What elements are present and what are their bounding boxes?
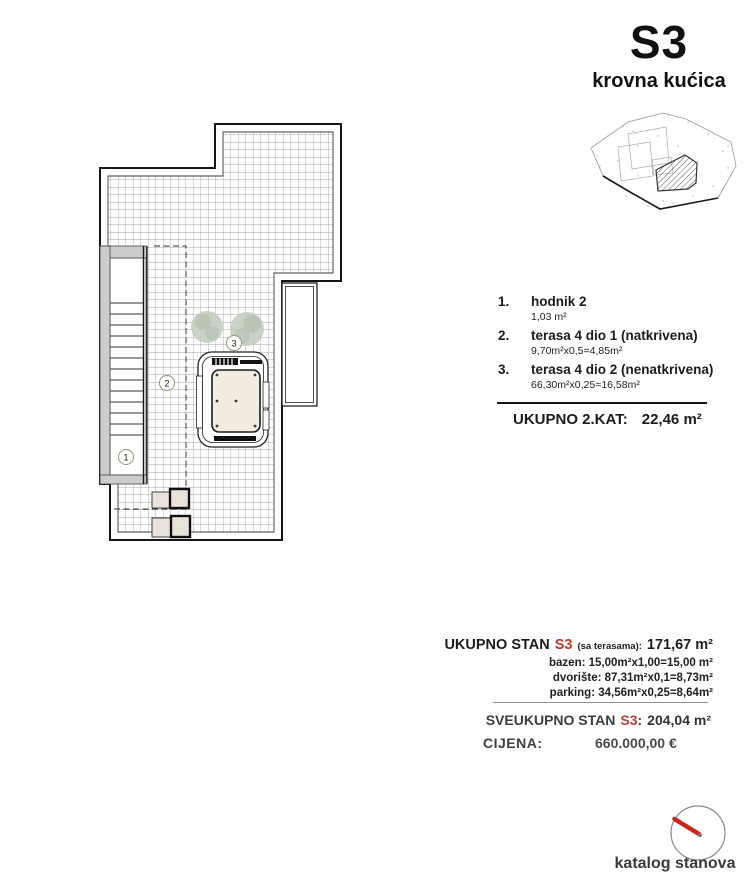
grand-total-value: 204,04 m²: [647, 712, 711, 728]
svg-text:3: 3: [231, 338, 237, 349]
svg-text:2: 2: [164, 378, 170, 389]
catalog-label: katalog stanova: [614, 855, 736, 872]
title-block: [575, 16, 743, 93]
room-label-2: [160, 376, 175, 391]
price-label: CIJENA:: [483, 735, 543, 751]
grand-total-row: [486, 712, 711, 728]
room-label-1: [119, 450, 134, 465]
extra-area-parking: parking: 34,56m²x0,25=8,64m²: [549, 687, 713, 699]
unit-title: S3: [629, 16, 689, 68]
room-list-item: [498, 328, 738, 358]
room-name: hodnik 2: [531, 294, 587, 309]
stairwell: [100, 246, 147, 484]
grand-total-sep: :: [637, 712, 643, 728]
unit-subtitle: krovna kućica: [592, 70, 726, 92]
unit-total-unit: S3: [554, 637, 573, 653]
room-name: terasa 4 dio 2 (nenatkrivena): [531, 362, 714, 377]
svg-text:1: 1: [123, 452, 129, 463]
extra-area-dvoriste: dvorište: 87,31m²x0,1=8,73m²: [552, 672, 713, 684]
highlighted-building: [656, 155, 697, 191]
room-label-3: [227, 336, 242, 351]
room-list-item: [498, 362, 738, 392]
room-name: terasa 4 dio 1 (natkrivena): [531, 328, 698, 343]
price-value: 660.000,00 €: [595, 735, 677, 751]
unit-total-block: [444, 637, 713, 701]
site-location-map: [588, 106, 747, 221]
floor-total-label: UKUPNO 2.KAT:: [513, 411, 628, 428]
grand-total-unit: S3: [620, 712, 638, 728]
room-area: 1,03 m²: [531, 311, 567, 323]
room-list-item: [498, 294, 738, 324]
extra-area-bazen: bazen: 15,00m²x1,00=15,00 m²: [549, 657, 713, 669]
floor-total-row: [513, 411, 702, 428]
unit-total-note: (sa terasama):: [577, 641, 642, 652]
room-area: 66,30m²x0,25=16,58m²: [531, 379, 640, 391]
room-number: 2.: [498, 328, 510, 343]
lower-roof-outline: [282, 283, 317, 406]
terrain-dots: [597, 114, 728, 206]
room-number: 3.: [498, 362, 510, 377]
grand-total-label: SVEUKUPNO STAN: [485, 712, 616, 728]
room-area: 9,70m²x0,5=4,85m²: [531, 345, 623, 357]
floor-plan: [88, 112, 350, 552]
divider-line: [497, 402, 707, 404]
room-list: [498, 294, 738, 396]
unit-total-value: 171,67 m²: [646, 637, 713, 653]
floor-total-value: 22,46 m²: [641, 411, 702, 428]
tree-icon: [191, 311, 223, 343]
room-number: 1.: [498, 294, 510, 309]
unit-total-label: UKUPNO STAN: [444, 637, 550, 653]
divider-line: [493, 702, 708, 703]
jacuzzi: [197, 352, 270, 447]
